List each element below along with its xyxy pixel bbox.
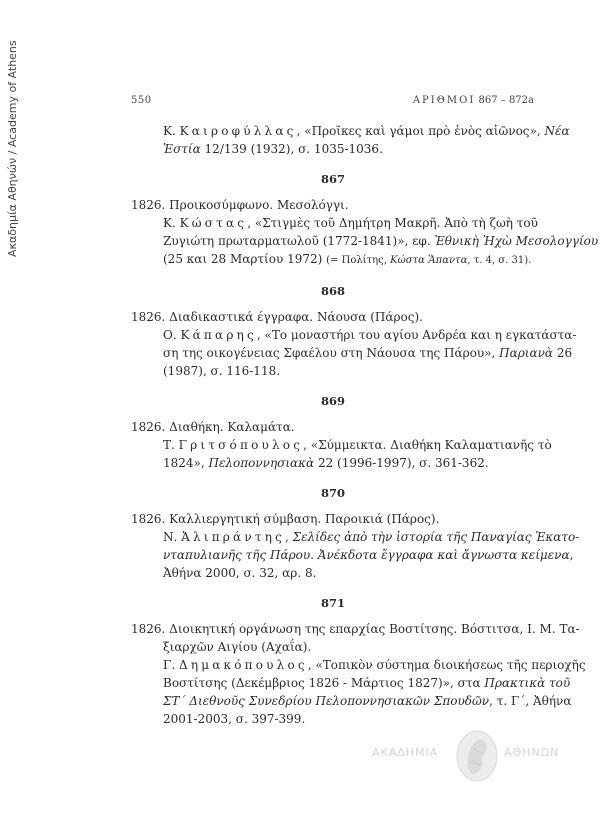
entry-number: 867: [320, 172, 345, 186]
citation-text: , «Σύμμεικτα. Διαθήκη Καλαματιανῆς τὸ: [303, 438, 552, 452]
citation-text: Πελοποννησιακὰ: [208, 456, 315, 470]
entry-citation-line: [131, 250, 535, 270]
citation-text: Ἀθήνα 2000, σ. 32, αρ. 8.: [163, 566, 317, 580]
citation-text: ση της οικογένειας Σφαέλου στη Νάουσα της Πάρου»,: [163, 346, 500, 360]
citation-text: Ἐθνικὴ Ἠχὼ Μεσολογγίου: [434, 234, 599, 248]
entry-citation-line: [131, 214, 538, 232]
citation-text: (1987), σ. 116-118.: [163, 364, 281, 378]
academy-seal-icon: [454, 728, 500, 784]
page-number: 550: [131, 95, 152, 106]
archive-side-label: Ακαδημία Αθηνών / Academy of Athens: [6, 40, 19, 257]
citation-text: 1824»,: [163, 456, 209, 470]
citation-text: Ν.: [163, 530, 182, 544]
citation-text: , «Τοπικὸν σύστημα διοικήσεως τῆς περιοχῆς: [307, 658, 586, 672]
academy-watermark: [372, 728, 572, 788]
entry-citation-line: [131, 710, 535, 728]
running-header: [413, 95, 534, 106]
author-name: Καιροφύλλας: [179, 124, 297, 138]
bibliography-entry: [131, 122, 570, 158]
citation-text: Πρακτικὰ τοῦ: [484, 676, 571, 690]
running-header-range: 867 – 872a: [478, 95, 534, 106]
bibliography-entry: [131, 594, 586, 728]
citation-text: ΣΤ΄ Διεθνοῦς Συνεδρίου Πελοποννησιακῶν Σπουδῶν: [163, 694, 490, 708]
citation-text: , τ. 4, σ. 31).: [467, 255, 532, 266]
author-name: Κάπαρης: [180, 328, 257, 342]
entry-heading-line: [131, 308, 535, 326]
author-name: Κώστας: [179, 216, 248, 230]
citation-text: Σελίδες ἀπὸ τὴν ἱστορία τῆς Παναγίας Ἑκατο-: [292, 530, 580, 544]
entry-heading-line: [131, 418, 535, 436]
citation-text: Κ.: [163, 124, 180, 138]
citation-text: νταπυλιανῆς τῆς Πάρου. Ἀνέκδοτα ἔγγραφα καὶ ἄγνωστα κείμενα: [163, 548, 570, 562]
entry-citation-line: [131, 436, 552, 454]
bibliography-entry: [131, 484, 580, 582]
entry-citation-line: [131, 638, 535, 656]
entry-citation-line: [131, 232, 599, 250]
author-name: Ἀλιπράντης: [181, 530, 286, 544]
citation-text: , «Το μοναστήρι του αγίου Ανδρέα και η εγκατάστα-: [256, 328, 577, 342]
author-name: Γριτσόπουλος: [178, 438, 304, 452]
citation-text: Παριανὰ: [499, 346, 553, 360]
citation-text: Ἑστία: [163, 142, 201, 156]
author-name: Δημακόπουλος: [178, 658, 308, 672]
running-header-title: ΑΡΙΘΜΟΙ: [412, 95, 476, 106]
citation-text: (= Πολίτης,: [326, 255, 391, 266]
entry-citation-line: [131, 140, 535, 158]
entry-number: 871: [320, 596, 345, 610]
citation-text: 1826. Προικοσύμφωνο. Μεσολόγγι.: [131, 198, 349, 212]
entry-citation-line: [131, 674, 571, 692]
citation-text: 1826. Διαδικαστικά έγγραφα. Νάουσα (Πάρος).: [131, 310, 423, 324]
citation-text: 22 (1996-1997), σ. 361-362.: [314, 456, 489, 470]
bibliography-entry: [131, 170, 599, 270]
citation-text: 1826. Καλλιεργητική σύμβαση. Παροικιά (Πάρος).: [131, 512, 440, 526]
citation-text: Νέα: [544, 124, 570, 138]
watermark-right-text: ΑΘΗΝΩΝ: [504, 746, 560, 759]
entry-heading-line: [131, 196, 535, 214]
entry-citation-line: [131, 692, 572, 710]
citation-text: , «Στιγμὲς τοῦ Δημήτρη Μακρῆ. Ἀπὸ τὴ ζωὴ τοῦ: [247, 216, 538, 230]
entry-citation-line: [131, 362, 535, 380]
page-body: [131, 122, 599, 728]
entry-number: 869: [320, 394, 345, 408]
entry-citation-line: [131, 122, 570, 140]
watermark-left-text: ΑΚΑΔΗΜΙΑ: [372, 746, 439, 759]
citation-text: , τ. Γ΄, Ἀθήνα: [489, 694, 572, 708]
entry-citation-line: [131, 528, 580, 546]
entry-citation-line: [131, 564, 535, 582]
citation-text: Ο.: [163, 328, 181, 342]
bibliography-entry: [131, 282, 577, 380]
citation-text: 1826. Διαθήκη. Καλαμάτα.: [131, 420, 295, 434]
entry-citation-line: [131, 326, 577, 344]
citation-text: ξιαρχῶν Αιγίου (Αχαΐα).: [163, 640, 312, 654]
citation-text: Τ.: [163, 438, 179, 452]
citation-text: Βοστίτσης (Δεκέμβριος 1826 - Μάρτιος 1827)», στα: [163, 676, 485, 690]
entry-heading-line: [131, 510, 535, 528]
entry-citation-line: [131, 546, 574, 564]
citation-text: Γ.: [163, 658, 179, 672]
citation-text: Κ.: [163, 216, 180, 230]
citation-text: 12/139 (1932), σ. 1035-1036.: [200, 142, 383, 156]
bibliography-entry: [131, 392, 552, 472]
citation-text: ,: [285, 530, 293, 544]
citation-text: , «Προῖκες καὶ γάμοι πρὸ ἑνὸς αἰῶνος»,: [296, 124, 545, 138]
entry-citation-line: [131, 454, 535, 472]
citation-text: 26: [553, 346, 573, 360]
entry-number: 868: [320, 284, 345, 298]
entry-heading-line: [131, 620, 580, 638]
entry-citation-line: [131, 656, 586, 674]
citation-text: 2001-2003, σ. 397-399.: [163, 712, 306, 726]
citation-text: Κώστα Ἅπαντα: [390, 255, 468, 266]
citation-text: 1826. Διοικητική οργάνωση της επαρχίας Βοστίτσης. Βόστιτσα, Ι. Μ. Τα-: [131, 622, 580, 636]
citation-text: ,: [569, 548, 574, 562]
citation-text: Ζυγιώτη πρωταρματωλοῦ (1772-1841)», εφ.: [163, 234, 435, 248]
entry-citation-line: [131, 344, 573, 362]
citation-text: (25 και 28 Μαρτίου 1972): [163, 252, 327, 266]
entry-number: 870: [320, 486, 345, 500]
